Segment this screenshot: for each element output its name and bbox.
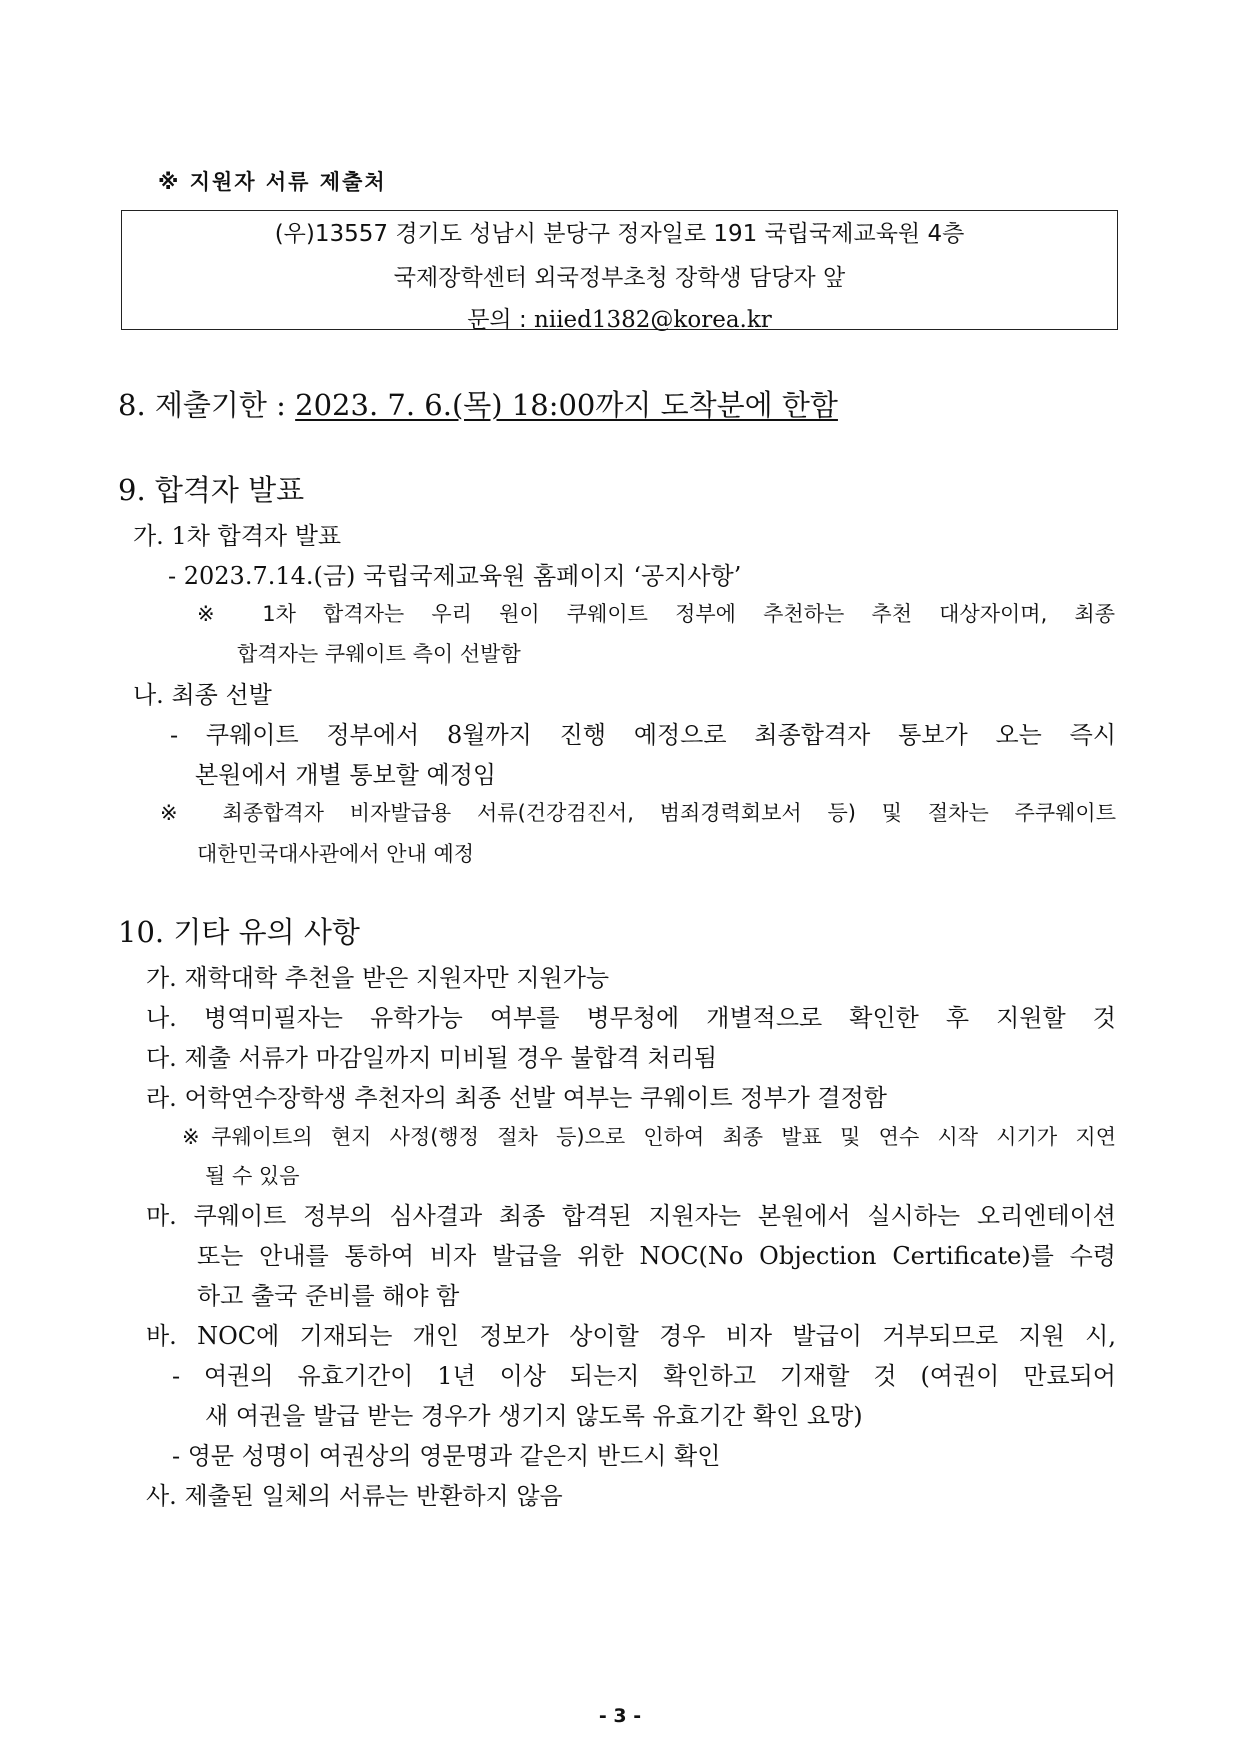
contact-label: 문의 : <box>467 307 535 333</box>
section-10-sa: 사. 제출된 일체의 서류는 반환하지 않음 <box>146 1482 563 1510</box>
section-10-ga: 가. 재학대학 추천을 받은 지원자만 지원가능 <box>146 964 610 992</box>
section-10-ma-line-3: 하고 출국 준비를 해야 함 <box>197 1282 460 1310</box>
address-line-1: (우)13557 경기도 성남시 분당구 정자일로 191 국립국제교육원 4층 <box>274 221 965 247</box>
section-8-title: 8. 제출기한 : <box>118 388 296 422</box>
section-10-da: 다. 제출 서류가 마감일까지 미비될 경우 불합격 처리됨 <box>146 1044 718 1072</box>
section-10-ra: 라. 어학연수장학생 추천자의 최종 선발 여부는 쿠웨이트 정부가 결정함 <box>146 1084 887 1112</box>
section-10-ba: 바. NOC에 기재되는 개인 정보가 상이할 경우 비자 발급이 거부되므로 지원 시, <box>146 1322 1116 1350</box>
section-9-b-item-line-1: - 쿠웨이트 정부에서 8월까지 진행 예정으로 최종합격자 통보가 오는 즉시 <box>170 721 1116 749</box>
contact-line <box>122 301 1117 334</box>
section-10-na: 나. 병역미필자는 유학가능 여부를 병무청에 개별적으로 확인한 후 지원할 것 <box>146 1004 1116 1032</box>
section-8-deadline: 2023. 7. 6.(목) 18:00까지 도착분에 한함 <box>295 388 838 422</box>
page-number: - 3 - <box>598 1705 642 1727</box>
section-9-b-note-line-1: ※ 최종합격자 비자발급용 서류(건강검진서, 범죄경력회보서 등) 및 절차는 주쿠웨이트 <box>160 801 1116 825</box>
section-10-ba-item-1-line-1: - 여권의 유효기간이 1년 이상 되는지 확인하고 기재할 것 (여권이 만료되어 <box>172 1362 1116 1390</box>
section-9-b-label: 나. 최종 선발 <box>133 681 272 709</box>
section-10-ma-line-1: 마. 쿠웨이트 정부의 심사결과 최종 합격된 지원자는 본원에서 실시하는 오리엔테이션 <box>146 1202 1116 1230</box>
section-9-b-note-line-2: 대한민국대사관에서 안내 예정 <box>197 842 475 866</box>
section-9-title: 9. 합격자 발표 <box>118 473 305 507</box>
section-10-ra-note-line-2: 될 수 있음 <box>205 1164 300 1188</box>
section-9-a-item: - 2023.7.14.(금) 국립국제교육원 홈페이지 ‘공지사항’ <box>168 562 742 590</box>
section-10-title: 10. 기타 유의 사항 <box>118 915 360 949</box>
section-9-a-label: 가. 1차 합격자 발표 <box>133 522 342 550</box>
section-8-heading <box>118 383 838 424</box>
contact-email: niied1382@korea.kr <box>534 307 772 333</box>
section-9-b-item-line-2: 본원에서 개별 통보할 예정임 <box>195 761 497 789</box>
section-9-a-note-line-2: 합격자는 쿠웨이트 측이 선발함 <box>237 642 521 666</box>
address-line-2: 국제장학센터 외국정부초청 장학생 담당자 앞 <box>393 265 846 291</box>
address-box <box>121 210 1118 333</box>
section-9-a-note-line-1: ※ 1차 합격자는 우리 원이 쿠웨이트 정부에 추천하는 추천 대상자이며, 최종 <box>197 602 1115 626</box>
section-10-ma-line-2: 또는 안내를 통하여 비자 발급을 위한 NOC(No Objection Certificate)를 수령 <box>197 1242 1116 1270</box>
submission-note-title: ※ 지원자 서류 제출처 <box>158 170 387 194</box>
section-10-ba-item-2: - 영문 성명이 여권상의 영문명과 같은지 반드시 확인 <box>172 1442 721 1470</box>
section-10-ba-item-1-line-2: 새 여권을 발급 받는 경우가 생기지 않도록 유효기간 확인 요망) <box>205 1402 863 1430</box>
section-10-ra-note-line-1: ※쿠웨이트의 현지 사정(행정 절차 등)으로 인하여 최종 발표 및 연수 시작 시기가 지연 <box>182 1125 1116 1149</box>
